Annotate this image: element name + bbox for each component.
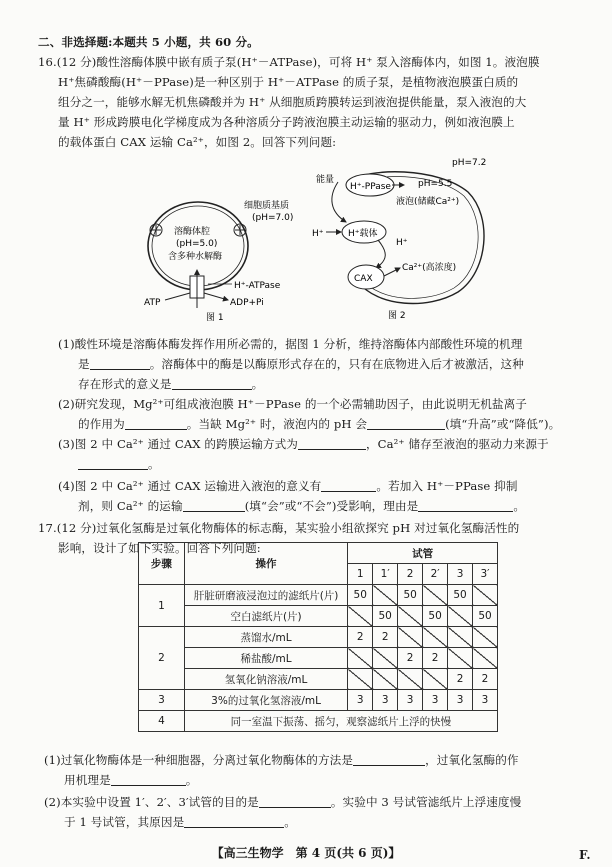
value-cell: 2 <box>423 648 448 669</box>
q16-intro-line-3: 组分之一，能够水解无机焦磷酸并为 H⁺ 从细胞质跨膜转运到液泡提供能量，泵入液泡的大 <box>58 95 527 109</box>
header-operation: 操作 <box>184 543 347 585</box>
answer-blank[interactable] <box>298 437 366 450</box>
answer-blank[interactable] <box>78 457 148 470</box>
tube-label: 2 <box>398 564 423 585</box>
q16-intro-line-1: 16.(12 分)酸性溶酶体膜中嵌有质子泵(H⁺－ATPase)，可将 H⁺ 泵入溶酶体内，如图 1。液泡膜 <box>38 55 540 69</box>
fig2-caption: 图 2 <box>388 311 406 321</box>
answer-blank[interactable] <box>125 417 187 430</box>
table-row <box>139 711 498 732</box>
answer-blank[interactable] <box>321 479 376 492</box>
answer-blank[interactable] <box>172 377 252 390</box>
empty-cell <box>448 606 473 627</box>
empty-cell <box>448 648 473 669</box>
fig2-ph-out: pH=7.2 <box>452 158 487 168</box>
tube-label: 3′ <box>473 564 498 585</box>
value-cell: 2 <box>448 669 473 690</box>
empty-cell <box>423 669 448 690</box>
fig2-carrier-label: H⁺载体 <box>348 229 378 239</box>
answer-blank[interactable] <box>259 795 331 808</box>
table-row <box>139 648 498 669</box>
fig2-pump-label: H⁺-PPase <box>350 182 391 192</box>
answer-blank[interactable] <box>111 773 186 786</box>
section-title: 二、非选择题:本题共 5 小题，共 60 分。 <box>38 35 259 49</box>
page-footer: 【高三生物学 第 4 页(共 6 页)】 <box>211 846 401 860</box>
q16-intro-line-5: 的载体蛋白 CAX 运输 Ca²⁺，如图 2。回答下列问题: <box>58 135 337 149</box>
table-row <box>139 606 498 627</box>
q16-intro-line-2: H⁺焦磷酸酶(H⁺－PPase)是一种区别于 H⁺－ATPase 的质子泵，是植物液泡膜蛋白质的 <box>58 75 519 89</box>
answer-blank[interactable] <box>367 417 445 430</box>
step-cell: 1 <box>139 585 185 627</box>
q16-item-1-line-2: 是 。溶酶体中的酶是以酶原形式存在的，只有在底物进入后才被激活，这种 <box>78 357 524 371</box>
operation-cell: 3%的过氧化氢溶液/mL <box>184 690 347 711</box>
operation-cell: 同一室温下振荡、摇匀，观察滤纸片上浮的快慢 <box>184 711 497 732</box>
fig2-energy-label: 能量 <box>316 175 335 185</box>
q17-intro-line-1: 17.(12 分)过氧化氢酶是过氧化物酶体的标志酶，某实验小组欲探究 pH 对过氧化氢酶活性的 <box>38 521 520 535</box>
empty-cell <box>398 606 423 627</box>
tube-label: 2′ <box>423 564 448 585</box>
header-tubes: 试管 <box>348 543 498 564</box>
q16-item-3-line-2: 。 <box>78 456 160 472</box>
value-cell: 3 <box>423 690 448 711</box>
step-cell: 2 <box>139 627 185 690</box>
fig2-ca-label: Ca²⁺(高浓度) <box>402 263 457 273</box>
empty-cell <box>448 627 473 648</box>
fig1-cytosol-label: 细胞质基质 <box>244 201 290 211</box>
empty-cell <box>473 648 498 669</box>
q16-item-1-line-3: 存在形式的意义是 。 <box>78 377 264 391</box>
value-cell: 2 <box>398 648 423 669</box>
fig2-h2-label: H⁺ <box>396 238 408 248</box>
fig1-pump-label: H⁺-ATPase <box>234 281 281 291</box>
q16-item-1-line-1: (1)酸性环境是溶酶体酶发挥作用所必需的，据图 1 分析，维持溶酶体内部酸性环境的机理 <box>58 337 523 351</box>
q17-intro-line-2: 影响，设计了如下实验。回答下列问题: <box>58 541 261 555</box>
empty-cell <box>373 669 398 690</box>
value-cell: 2 <box>473 669 498 690</box>
q16-intro-line-4: 量 H⁺ 形成跨膜电化学梯度成为各种溶质分子跨液泡膜主动运输的驱动力，例如液泡膜上 <box>58 115 515 129</box>
empty-cell <box>398 669 423 690</box>
operation-cell: 蒸馏水/mL <box>184 627 347 648</box>
value-cell: 50 <box>398 585 423 606</box>
answer-blank[interactable] <box>184 815 284 828</box>
operation-cell: 氢氧化钠溶液/mL <box>184 669 347 690</box>
q16-item-4-line-2: 剂，则 Ca²⁺ 的运输 (填“会”或“不会”)受影响，理由是 。 <box>78 499 526 513</box>
empty-cell <box>373 648 398 669</box>
figure-1-lysosome <box>140 188 330 323</box>
operation-cell: 空白滤纸片(片) <box>184 606 347 627</box>
value-cell: 50 <box>373 606 398 627</box>
empty-cell <box>348 606 373 627</box>
q16-item-4-line-1: (4)图 2 中 Ca²⁺ 通过 CAX 运输进入液泡的意义有 。若加入 H⁺－PPase 抑制 <box>58 479 518 493</box>
q17-item-2-line-2: 于 1 号试管，其原因是 。 <box>64 815 296 829</box>
header-step: 步骤 <box>139 543 185 585</box>
fig2-ph-in: pH=5.5 <box>418 179 453 189</box>
fig1-atp-label: ATP <box>144 298 161 308</box>
empty-cell <box>473 585 498 606</box>
answer-blank[interactable] <box>418 499 513 512</box>
value-cell: 2 <box>373 627 398 648</box>
fig1-adp-label: ADP+Pi <box>230 298 264 308</box>
step-cell: 3 <box>139 690 185 711</box>
fig1-lumen-label: 溶酶体腔 <box>174 227 211 237</box>
empty-cell <box>348 648 373 669</box>
figure-2-vacuole <box>308 152 498 322</box>
value-cell: 50 <box>473 606 498 627</box>
step-cell: 4 <box>139 711 185 732</box>
operation-cell: 稀盐酸/mL <box>184 648 347 669</box>
value-cell: 3 <box>398 690 423 711</box>
q16-item-2-line-1: (2)研究发现，Mg²⁺可组成液泡膜 H⁺－PPase 的一个必需辅助因子，由此说明无机盐离子 <box>58 397 527 411</box>
operation-cell: 肝脏研磨液浸泡过的滤纸片(片) <box>184 585 347 606</box>
fig1-ph-outside: (pH=7.0) <box>252 213 294 223</box>
empty-cell <box>473 627 498 648</box>
empty-cell <box>423 627 448 648</box>
answer-blank[interactable] <box>353 753 425 766</box>
fig2-cax-label: CAX <box>354 274 373 284</box>
empty-cell <box>398 627 423 648</box>
q17-item-1-line-2: 用机理是 。 <box>64 773 198 787</box>
q17-item-1-line-1: (1)过氧化物酶体是一种细胞器，分离过氧化物酶体的方法是 ，过氧化氢酶的作 <box>44 753 519 767</box>
value-cell: 2 <box>348 627 373 648</box>
table-row <box>139 669 498 690</box>
table-row <box>139 627 498 648</box>
fig2-vacuole-label: 液泡(储藏Ca²⁺) <box>396 197 460 207</box>
q16-item-3-line-1: (3)图 2 中 Ca²⁺ 通过 CAX 的跨膜运输方式为 ，Ca²⁺ 储存至液泡的驱动力来源于 <box>58 437 549 451</box>
value-cell: 3 <box>348 690 373 711</box>
value-cell: 50 <box>423 606 448 627</box>
answer-blank[interactable] <box>90 357 150 370</box>
value-cell: 3 <box>373 690 398 711</box>
value-cell: 50 <box>448 585 473 606</box>
table-row <box>139 585 498 606</box>
corner-mark: F. <box>579 848 591 862</box>
empty-cell <box>373 585 398 606</box>
answer-blank[interactable] <box>183 499 245 512</box>
fig1-ph-inside: (pH=5.0) <box>176 239 218 249</box>
tube-label: 1′ <box>373 564 398 585</box>
table-row <box>139 690 498 711</box>
empty-cell <box>423 585 448 606</box>
experiment-table <box>138 542 498 732</box>
fig2-h-label: H⁺ <box>312 229 324 239</box>
value-cell: 50 <box>348 585 373 606</box>
fig1-caption: 图 1 <box>206 313 224 323</box>
tube-label: 3 <box>448 564 473 585</box>
empty-cell <box>348 669 373 690</box>
tube-label: 1 <box>348 564 373 585</box>
q16-item-2-line-2: 的作用为 。当缺 Mg²⁺ 时，液泡内的 pH 会 (填“升高”或“降低”)。 <box>78 417 561 431</box>
value-cell: 3 <box>448 690 473 711</box>
value-cell: 3 <box>473 690 498 711</box>
q17-item-2-line-1: (2)本实验中设置 1′、2′、3′试管的目的是 。实验中 3 号试管滤纸片上浮速度慢 <box>44 795 522 809</box>
fig1-enzymes-label: 含多种水解酶 <box>168 252 223 262</box>
